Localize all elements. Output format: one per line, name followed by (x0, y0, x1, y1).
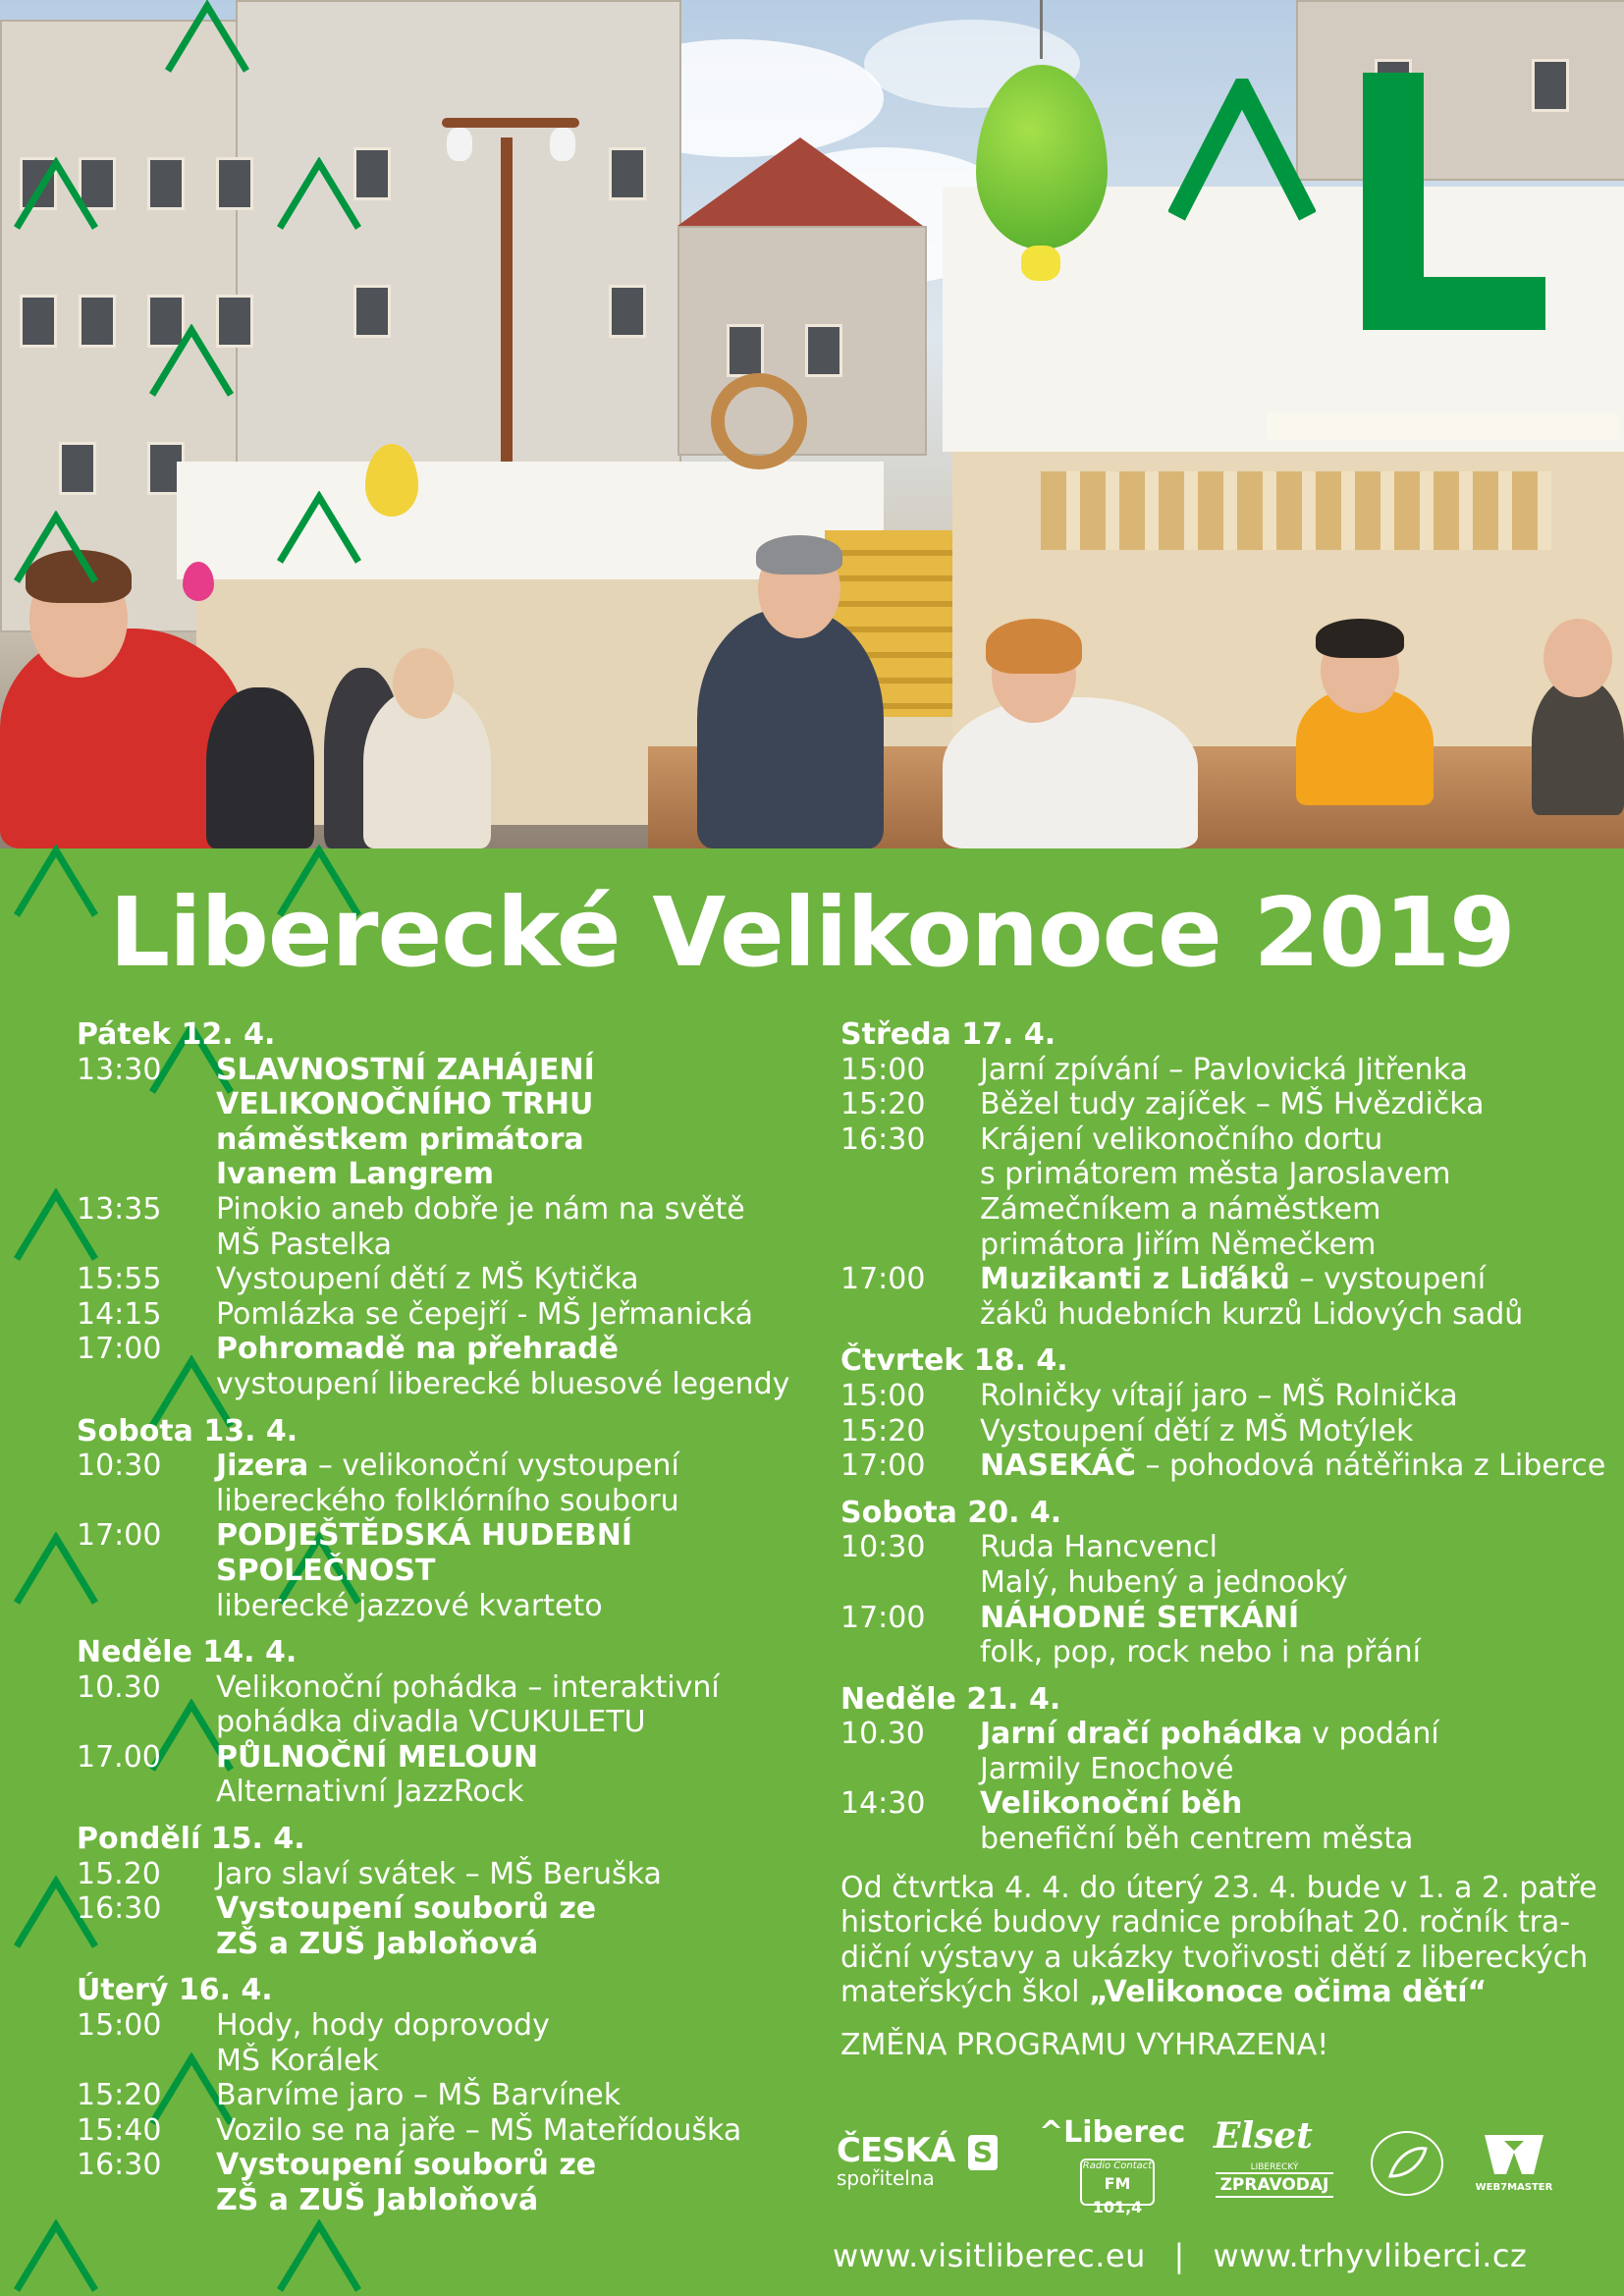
event-row (840, 1786, 1606, 1856)
event-time: 10.30 (840, 1717, 925, 1752)
event-row (840, 1717, 1606, 1786)
event-time: 15:00 (77, 2008, 162, 2044)
event-line: MŠ Pastelka (216, 1227, 393, 1262)
poster-title: Liberecké Velikonoce 2019 (109, 877, 1515, 988)
event-description (216, 2113, 823, 2149)
event-description (980, 1087, 1606, 1122)
stall-light-bar (1267, 412, 1620, 440)
event-line: Pomlázka se čepejří - MŠ Jeřmanická (216, 1296, 754, 1332)
event-line: NÁHODNÉ SETKÁNÍ (980, 1600, 1300, 1635)
hair (1316, 619, 1404, 658)
event-line: Malý, hubený a jednooký (980, 1564, 1348, 1600)
event-line: ZŠ a ZUŠ Jabloňová (216, 1926, 539, 1961)
event-time: 15:00 (840, 1378, 926, 1413)
event-row (77, 2008, 823, 2078)
event-line: SLAVNOSTNÍ ZAHÁJENÍ (216, 1052, 595, 1087)
liberec-caret-logo (1168, 79, 1316, 226)
hanging-goods (1041, 471, 1551, 550)
event-line: PODJEŠTĚDSKÁ HUDEBNÍ SPOLEČNOST (216, 1518, 633, 1588)
exhibition-note (840, 1871, 1606, 2010)
ceska-text: ČESKÁ (837, 2131, 955, 2170)
event-time: 16:30 (840, 1121, 926, 1157)
hair (756, 535, 842, 574)
change-notice: ZMĚNA PROGRAMU VYHRAZENA! (840, 2028, 1329, 2063)
event-time: 17:00 (77, 1518, 162, 1554)
event-row (77, 2148, 823, 2217)
event-description (980, 1414, 1606, 1449)
event-line: liberecké jazzové kvarteto (216, 1588, 603, 1623)
event-text: Jarní dračí pohádka (980, 1717, 1303, 1752)
pink-easter-egg (183, 562, 214, 601)
event-line (980, 1262, 1606, 1297)
event-row (840, 1122, 1606, 1262)
event-line (980, 1449, 1606, 1484)
event-description (216, 1518, 823, 1623)
event-line: folk, pop, rock nebo i na přání (980, 1635, 1421, 1670)
event-time: 17:00 (840, 1262, 926, 1297)
event-row (77, 2078, 823, 2113)
sponsor-logos (837, 2115, 1583, 2216)
event-line: vystoupení liberecké bluesové legendy (216, 1366, 790, 1401)
note-line (840, 1871, 1606, 1906)
website-separator: | (1173, 2237, 1185, 2274)
triangle-mark (12, 157, 100, 234)
event-time: 16:30 (77, 2148, 162, 2183)
day-heading: Středa 17. 4. (840, 1017, 1056, 1052)
event-row (77, 1670, 823, 1740)
liberec-text: Liberec (1063, 2115, 1186, 2150)
event-time: 16:30 (77, 1891, 162, 1927)
note-text: Od čtvrtka 4. 4. do úterý 23. 4. bude v 1. a 2. patře (840, 1870, 1597, 1905)
event-row (840, 1414, 1606, 1449)
event-description (980, 1601, 1606, 1670)
event-line: Zámečníkem a náměstkem (980, 1191, 1381, 1227)
event-text: Jizera (216, 1449, 309, 1484)
triangle-mark (12, 2219, 100, 2296)
lamp-light (447, 128, 472, 161)
caret-icon: ^ (1039, 2115, 1064, 2150)
event-time: 13:35 (77, 1191, 162, 1227)
event-row (840, 1087, 1606, 1122)
event-row (840, 1601, 1606, 1670)
event-description (980, 1530, 1606, 1600)
event-description (216, 1192, 823, 1262)
event-time: 13:30 (77, 1052, 162, 1087)
event-line: Vystoupení dětí z MŠ Kytička (216, 1262, 639, 1297)
event-text: v podání (1302, 1717, 1439, 1752)
egg-string (1040, 0, 1043, 59)
event-row (77, 1518, 823, 1623)
event-line: Jarní zpívání – Pavlovická Jitřenka (980, 1052, 1468, 1087)
event-line: pohádka divadla VCUKULETU (216, 1705, 646, 1740)
note-text: historické budovy radnice probíhat 20. ročník tra- (840, 1905, 1571, 1941)
day-heading: Úterý 16. 4. (77, 1973, 273, 2008)
event-description (980, 1122, 1606, 1262)
website-trhyvliberci-link[interactable]: www.trhyvliberci.cz (1213, 2237, 1528, 2274)
event-line: s primátorem města Jaroslavem (980, 1157, 1451, 1192)
event-description (216, 1740, 823, 1810)
event-row (77, 1857, 823, 1892)
liberec-L-logo (1363, 73, 1545, 330)
note-line (840, 1905, 1606, 1941)
triangle-mark (147, 324, 236, 401)
event-time: 15:55 (77, 1262, 162, 1297)
event-line (980, 1717, 1606, 1752)
event-line: náměstkem primátora (216, 1121, 584, 1157)
event-row (77, 1053, 823, 1192)
event-time: 15:40 (77, 2112, 162, 2148)
event-time: 17:00 (840, 1600, 926, 1635)
event-description (980, 1717, 1606, 1786)
event-row (840, 1449, 1606, 1484)
event-time: 10:30 (77, 1449, 162, 1484)
event-line: Vystoupení souborů ze (216, 1891, 597, 1927)
event-line: PŮLNOČNÍ MELOUN (216, 1739, 539, 1775)
event-description (216, 1670, 823, 1740)
event-text: – vystoupení (1289, 1262, 1487, 1297)
window (805, 324, 842, 377)
event-description (216, 1891, 823, 1961)
event-line: Barvíme jaro – MŠ Barvínek (216, 2078, 622, 2113)
sporitelna-text: spořitelna (837, 2166, 935, 2190)
note-text: „Velikonoce očima dětí“ (1089, 1975, 1488, 2010)
day-heading: Pátek 12. 4. (77, 1017, 276, 1052)
wreath (711, 373, 807, 469)
event-time: 15.20 (77, 1856, 161, 1891)
program-left-column (77, 1017, 823, 2218)
event-time: 15:20 (840, 1087, 926, 1122)
head (393, 648, 454, 719)
event-time: 17.00 (77, 1739, 161, 1775)
note-line (840, 1941, 1606, 1976)
zpravodaj-text: ZPRAVODAJ (1216, 2172, 1333, 2198)
event-line: Pinokio aneb dobře je nám na světě (216, 1191, 745, 1227)
event-time: 15:00 (840, 1052, 926, 1087)
sporitelna-s-icon: S (968, 2135, 998, 2170)
event-row (77, 1891, 823, 1961)
event-time: 14:15 (77, 1296, 162, 1332)
event-row (840, 1530, 1606, 1600)
event-line: primátora Jiřím Němečkem (980, 1227, 1377, 1262)
note-text: mateřských škol (840, 1975, 1090, 2010)
event-description (980, 1786, 1606, 1856)
egg-bow (1021, 246, 1060, 281)
event-row (840, 1262, 1606, 1332)
head (1543, 619, 1612, 697)
event-description (216, 1332, 823, 1401)
event-row (77, 1297, 823, 1333)
event-description (980, 1262, 1606, 1332)
event-time: 15:20 (77, 2078, 162, 2113)
event-row (840, 1053, 1606, 1088)
webmaster-logo (1475, 2131, 1553, 2193)
triangle-mark (275, 491, 363, 568)
liberec-logo (1039, 2115, 1185, 2150)
lamp-light (550, 128, 575, 161)
event-text: NASEKÁČ (980, 1449, 1136, 1484)
event-description (980, 1449, 1606, 1484)
event-description (216, 2078, 823, 2113)
event-line: Velikonoční běh (980, 1786, 1243, 1822)
window (147, 157, 185, 210)
event-line: VELIKONOČNÍHO TRHU (216, 1087, 594, 1122)
webmaster-text: WEB7MASTER (1475, 2182, 1553, 2193)
event-line: Ruda Hancvencl (980, 1530, 1218, 1565)
triangle-mark (275, 157, 363, 234)
websites (833, 2237, 1598, 2274)
event-row (77, 1262, 823, 1297)
ms-jablonec-logo (1371, 2131, 1443, 2196)
event-description (980, 1053, 1606, 1088)
leaf-icon (1373, 2133, 1441, 2194)
day-heading: Pondělí 15. 4. (77, 1822, 305, 1857)
window (216, 157, 253, 210)
event-description (216, 2008, 823, 2078)
event-description (216, 2148, 823, 2217)
event-line: Velikonoční pohádka – interaktivní (216, 1669, 720, 1705)
triangle-mark (275, 2219, 363, 2296)
event-description (980, 1379, 1606, 1414)
event-line: Vystoupení souborů ze (216, 2148, 597, 2183)
person-grey-jacket (697, 609, 884, 848)
event-row (840, 1379, 1606, 1414)
window (59, 442, 96, 495)
hair (986, 619, 1082, 674)
note-text: diční výstavy a ukázky tvořivosti dětí z libereckých (840, 1940, 1589, 1975)
event-time: 17:00 (77, 1332, 162, 1367)
event-line: Alternativní JazzRock (216, 1775, 524, 1810)
event-description (216, 1262, 823, 1297)
radio-fm-text: FM 101,4 (1092, 2174, 1143, 2216)
event-line: MŠ Korálek (216, 2043, 379, 2078)
liberecky-zpravodaj-logo (1216, 2162, 1333, 2198)
ceska-sporitelna-logo (837, 2131, 994, 2190)
vendor (1532, 678, 1624, 815)
day-heading: Sobota 20. 4. (840, 1495, 1062, 1530)
event-line: Jaro slaví svátek – MŠ Beruška (216, 1856, 662, 1891)
event-text: Muzikanti z Liďáků (980, 1262, 1290, 1297)
radio-contact-text: Radio Contact (1082, 2160, 1153, 2171)
event-row (77, 1449, 823, 1518)
event-line: Ivanem Langrem (216, 1157, 494, 1192)
event-line: Vystoupení dětí z MŠ Motýlek (980, 1413, 1414, 1449)
event-row (77, 2113, 823, 2149)
window (727, 324, 764, 377)
day-heading: Sobota 13. 4. (77, 1413, 298, 1449)
event-line: Rolničky vítají jaro – MŠ Rolnička (980, 1378, 1458, 1413)
event-description (216, 1297, 823, 1333)
triangle-mark (163, 0, 251, 77)
website-visitliberec-link[interactable]: www.visitliberec.eu (833, 2237, 1146, 2274)
lamp-post (501, 137, 513, 491)
event-line: Vozilo se na jaře – MŠ Mateřídouška (216, 2112, 742, 2148)
day-heading: Neděle 21. 4. (840, 1681, 1061, 1717)
event-row (77, 1192, 823, 1262)
person (206, 687, 314, 848)
person-white-jacket (943, 697, 1198, 848)
event-line (216, 1449, 823, 1484)
event-line: benefiční běh centrem města (980, 1822, 1414, 1857)
event-line: Jarmily Enochové (980, 1751, 1234, 1786)
lamp-arm (442, 118, 579, 128)
window (609, 285, 646, 338)
zpravodaj-top-text: LIBERECKÝ (1250, 2162, 1299, 2172)
day-heading: Čtvrtek 18. 4. (840, 1343, 1068, 1379)
window (609, 147, 646, 200)
event-time: 17:00 (840, 1449, 926, 1484)
elset-logo: Elset (1214, 2115, 1313, 2157)
webmaster-w-icon (1483, 2131, 1545, 2178)
window (20, 295, 57, 348)
event-time: 15:20 (840, 1413, 926, 1449)
note-line (840, 1975, 1606, 2010)
event-text: – pohodová nátěřinka z Liberce (1135, 1449, 1606, 1484)
event-line: Běžel tudy zajíček – MŠ Hvězdička (980, 1087, 1485, 1122)
event-line: Pohromadě na přehradě (216, 1332, 620, 1367)
event-time: 14:30 (840, 1786, 926, 1822)
event-line: Krájení velikonočního dortu (980, 1121, 1383, 1157)
program-right-column (840, 1017, 1606, 2063)
event-row (77, 1332, 823, 1401)
event-description (216, 1449, 823, 1518)
event-line: žáků hudebních kurzů Lidových sadů (980, 1296, 1524, 1332)
event-time: 10.30 (77, 1669, 161, 1705)
event-line: libereckého folklórního souboru (216, 1483, 679, 1518)
event-description (216, 1857, 823, 1892)
event-time: 10:30 (840, 1530, 926, 1565)
event-line: Hody, hody doprovody (216, 2008, 550, 2044)
event-line: ZŠ a ZUŠ Jabloňová (216, 2183, 539, 2217)
window (79, 295, 116, 348)
program-right-days (840, 1017, 1606, 1857)
event-text: – velikonoční vystoupení (308, 1449, 679, 1484)
radio-contact-logo (1080, 2159, 1155, 2216)
day-heading: Neděle 14. 4. (77, 1635, 298, 1670)
red-roof (677, 137, 923, 226)
window (353, 285, 391, 338)
event-description (216, 1053, 823, 1192)
triangle-mark (12, 511, 100, 587)
event-row (77, 1740, 823, 1810)
